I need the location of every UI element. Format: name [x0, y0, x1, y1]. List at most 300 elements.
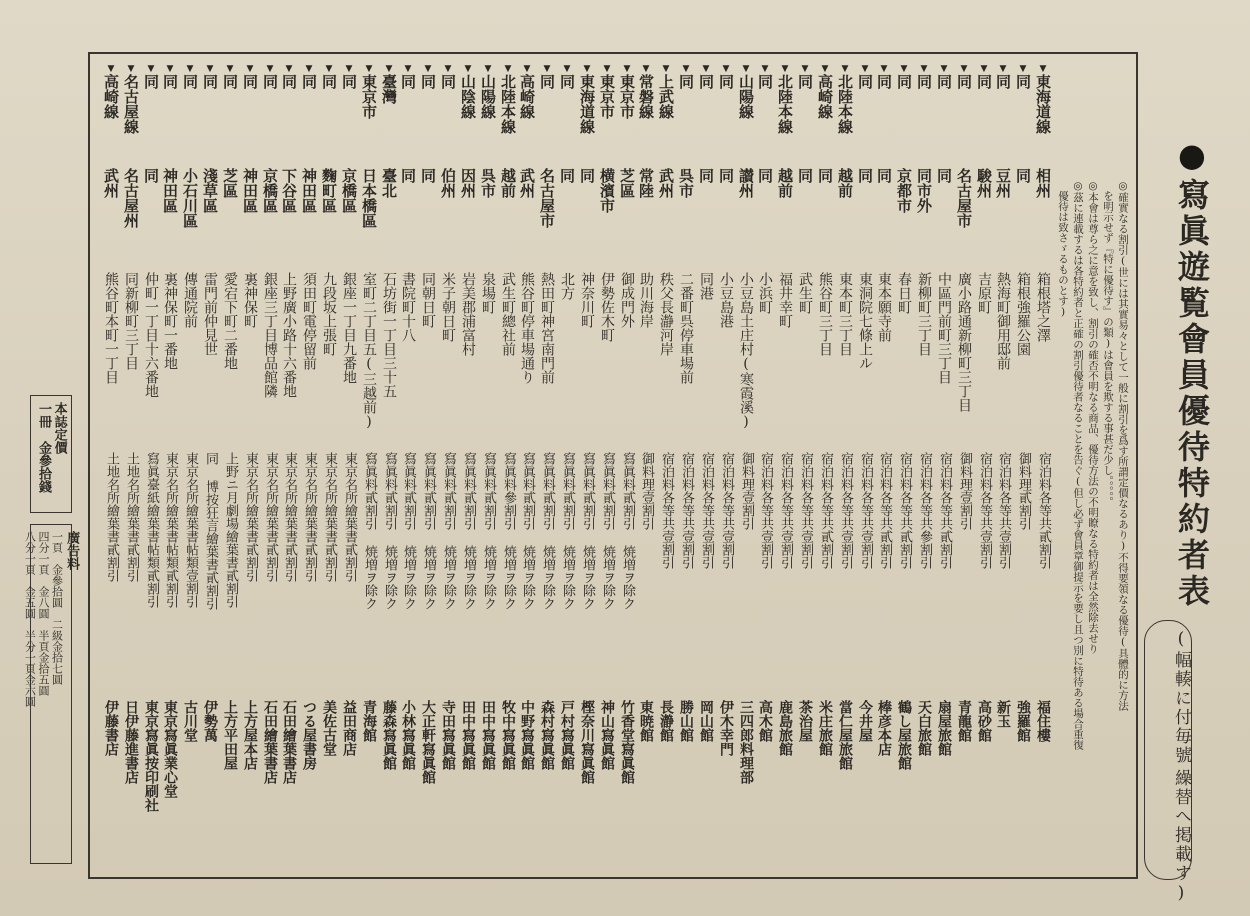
address [592, 272, 614, 448]
prefecture [1028, 168, 1050, 268]
establishment-text: 上方屋本店 [242, 700, 258, 770]
triangle-marker-icon: ▼ [860, 64, 870, 74]
address-text: 裏神保町一番地 [162, 272, 178, 370]
establishment-text: 伊勢萬 [202, 700, 218, 742]
ad-rate-box [23, 524, 80, 864]
rail-line-text: 北陸本線 [836, 74, 854, 134]
establishment-text: 天白旅館 [916, 700, 932, 756]
address-text: 同新柳町三丁目 [123, 272, 139, 370]
establishment-text: 田中寫眞館 [480, 700, 496, 770]
establishment-text: 岡山館 [698, 700, 714, 742]
triangle-marker-icon: ▼ [165, 64, 175, 74]
address-text: 須田町電停留前 [301, 272, 317, 370]
rail-line-text: 同 [280, 74, 298, 89]
discount-text: 宿泊料各等共壹割引 [858, 452, 873, 569]
address-text: 岩美郡浦富村 [460, 272, 476, 356]
triangle-marker-icon: ▼ [463, 64, 473, 74]
rail-line-text: 同 [856, 74, 874, 89]
triangle-marker-icon: ▼ [225, 64, 235, 74]
prefecture-text: 同 [816, 168, 834, 183]
ad-rate-line: 四分一頁 金八圓 半頁金拾五圓 [36, 531, 50, 696]
discount-text: 宿泊料各等共壹割引 [719, 452, 734, 569]
triangle-marker-icon: ▼ [245, 64, 255, 74]
triangle-marker-icon: ▼ [939, 64, 949, 74]
rail-line-text: 同 [142, 74, 160, 89]
rail-line-text: 同 [241, 74, 259, 89]
address-text: 東洞院七條上ル [857, 272, 873, 370]
establishment [294, 700, 316, 870]
prefecture-text: 因州 [459, 168, 477, 198]
establishment-text: 美佐古堂 [321, 700, 337, 756]
price-box [30, 395, 72, 513]
rail-line-text: 同 [439, 74, 457, 89]
prefecture-text: 同 [142, 168, 160, 183]
address-text: 北方 [559, 272, 575, 300]
establishment-text: 樫奈川寫眞館 [579, 700, 595, 784]
address [175, 272, 197, 448]
establishment-text: 石田繪葉書店 [262, 700, 278, 784]
prefecture [572, 168, 594, 268]
discount [532, 452, 554, 688]
establishment [711, 700, 733, 870]
address [612, 272, 634, 448]
establishment [1028, 700, 1050, 870]
prefecture-text: 同 [419, 168, 437, 183]
establishment-text: 伊藤書店 [103, 700, 119, 756]
triangle-marker-icon: ▼ [622, 64, 632, 74]
discount-text: 御料理壹割引 [639, 452, 654, 530]
rail-line-text: 同 [261, 74, 279, 89]
address-text: 銀座三丁目博品館隣 [262, 272, 278, 398]
discount [909, 452, 931, 688]
discount [413, 452, 435, 688]
prefecture-text: 越前 [836, 168, 854, 198]
establishment-text: 青龍館 [956, 700, 972, 742]
prefecture-text: 越前 [776, 168, 794, 198]
establishment-text: 茶治屋 [797, 700, 813, 742]
address-text: 銀座一丁目九番地 [341, 272, 357, 384]
establishment [195, 700, 217, 870]
discount-text: 宿泊料各等共壹割引 [838, 452, 853, 569]
triangle-marker-icon: ▼ [364, 64, 374, 74]
address-text: 中區門前町三丁目 [936, 272, 952, 384]
triangle-marker-icon: ▼ [701, 64, 711, 74]
establishment-text: 青海館 [361, 700, 377, 742]
discount-text: 寫眞料參割引 焼増ヲ除ク [501, 452, 516, 610]
discount-text: 寫眞料貳割引 焼増ヲ除ク [481, 452, 496, 610]
address-text: 熊谷町停車場通り [519, 272, 535, 384]
address-text: 上野廣小路十六番地 [281, 272, 297, 398]
rail-line-text: 常磐線 [637, 74, 655, 119]
prefecture [433, 168, 455, 268]
address-text: 雷門前仲見世 [202, 272, 218, 356]
address [96, 272, 118, 448]
discount [294, 452, 316, 688]
rail-line-text: 同 [697, 74, 715, 89]
establishment-text: 古川堂 [182, 700, 198, 742]
rail-line-text: 高崎線 [518, 74, 536, 119]
prefecture [949, 168, 971, 268]
establishment [433, 700, 455, 870]
rail-line [96, 64, 118, 164]
address-text: 箱根強羅公園 [1015, 272, 1031, 356]
prefecture [711, 168, 733, 268]
address [532, 272, 554, 448]
address-text: 箱根塔之澤 [1035, 272, 1051, 342]
rail-line-text: 同 [955, 74, 973, 89]
establishment-text: 高木館 [757, 700, 773, 742]
discount-text: 寫眞料貳割引 焼増ヲ除ク [580, 452, 595, 610]
address [255, 272, 277, 448]
establishment-text: 扇屋旅館 [936, 700, 952, 756]
address-text: 泉場町 [480, 272, 496, 314]
discount-text: 寫眞料貳割引 焼増ヲ除ク [560, 452, 575, 610]
rail-line-text: 東海道線 [1034, 74, 1052, 134]
address [354, 272, 376, 448]
establishment-text: 三四郎料理部 [738, 700, 754, 784]
rail-line-text: 東京市 [598, 74, 616, 119]
bullet-icon: ● [1173, 136, 1211, 178]
triangle-marker-icon: ▼ [304, 64, 314, 74]
address [1028, 272, 1050, 448]
prefecture-text: 麴町區 [320, 168, 338, 213]
address-text: 九段坂上張町 [321, 272, 337, 356]
discount [810, 452, 832, 688]
triangle-marker-icon: ▼ [185, 64, 195, 74]
rail-line-text: 同 [340, 74, 358, 89]
page-subtitle [1144, 620, 1192, 905]
address [731, 272, 753, 448]
address-text: 熱田町神宮南門前 [539, 272, 555, 384]
establishment-text: 東暁館 [638, 700, 654, 742]
address [433, 272, 455, 448]
discount-text: 宿泊料各等共貳割引 [818, 452, 833, 569]
address-text: 春日町 [896, 272, 912, 314]
address [215, 272, 237, 448]
establishment [671, 700, 693, 870]
discount [691, 452, 713, 688]
establishment [830, 700, 852, 870]
address-text: 武生町總社前 [500, 272, 516, 356]
address [235, 272, 257, 448]
discount [889, 452, 911, 688]
rail-line-text: 山陽線 [479, 74, 497, 119]
discount [116, 452, 138, 688]
prefecture [731, 168, 753, 268]
discount [770, 452, 792, 688]
rail-line-text: 同 [1014, 74, 1032, 89]
subtitle-line: 繰替へ掲載す) [1171, 769, 1191, 905]
establishment [354, 700, 376, 870]
triangle-marker-icon: ▼ [840, 64, 850, 74]
discount [1028, 452, 1050, 688]
establishment [612, 700, 634, 870]
address-text: 東本町三丁目 [837, 272, 853, 356]
address [830, 272, 852, 448]
address [1008, 272, 1030, 448]
address-text: 助川海岸 [638, 272, 654, 328]
triangle-marker-icon: ▼ [503, 64, 513, 74]
discount-text: 寫眞料貳割引 焼増ヲ除ク [441, 452, 456, 610]
prefecture-text: 同 [697, 168, 715, 183]
prefecture-text: 名古屋州 [122, 168, 140, 228]
discount [374, 452, 396, 688]
establishment [334, 700, 356, 870]
discount-text: 宿泊料各等共參割引 [917, 452, 932, 569]
prefecture [810, 168, 832, 268]
triangle-marker-icon: ▼ [284, 64, 294, 74]
discount-text: 上野ニ月劇場繪葉書貳割引 [223, 452, 238, 608]
rail-line-text: 同 [558, 74, 576, 89]
address-text: 愛宕下町二番地 [222, 272, 238, 370]
prefecture [592, 168, 614, 268]
address [453, 272, 475, 448]
prefecture-text: 神田區 [300, 168, 318, 213]
prefecture [869, 168, 891, 268]
discount [711, 452, 733, 688]
triangle-marker-icon: ▼ [979, 64, 989, 74]
discount [790, 452, 812, 688]
rail-line-text: 東京市 [360, 74, 378, 119]
establishment-text: 伊木幸門 [718, 700, 734, 756]
establishment-text: 日伊藤進書店 [123, 700, 139, 784]
establishment [314, 700, 336, 870]
address-text: 神奈川町 [579, 272, 595, 328]
page-title: ●寫眞遊覧會員優待特約者表 [1173, 136, 1211, 610]
discount [453, 452, 475, 688]
rail-line-text: 同 [181, 74, 199, 89]
address-text: 同港 [698, 272, 714, 300]
rail-line-text: 同 [915, 74, 933, 89]
discount [136, 452, 158, 688]
prefecture [413, 168, 435, 268]
discount [354, 452, 376, 688]
triangle-marker-icon: ▼ [1038, 64, 1048, 74]
discount-text: 宿泊料各等共壹割引 [798, 452, 813, 569]
establishment-text: 中野寫眞館 [519, 700, 535, 770]
discount-text: 寫眞料貳割引 焼増ヲ除ク [600, 452, 615, 610]
rail-line-text: 同 [300, 74, 318, 89]
discount [552, 452, 574, 688]
rail-line-text: 同 [796, 74, 814, 89]
prefecture-text: 京都市 [895, 168, 913, 213]
rail-line-text: 同 [994, 74, 1012, 89]
establishment-text: 石田繪葉書店 [281, 700, 297, 784]
ad-rate-label: 廣告料 [64, 531, 80, 570]
triangle-marker-icon: ▼ [760, 64, 770, 74]
discount [314, 452, 336, 688]
establishment-text: 東京寫眞按印刷社 [143, 700, 159, 812]
establishment-text: 勝山館 [678, 700, 694, 742]
discount-text: 宿泊料各等共壹割引 [996, 452, 1011, 569]
prefecture-text: 伯州 [439, 168, 457, 198]
address [770, 272, 792, 448]
establishment [175, 700, 197, 870]
ad-rate-line: 一頁 金參拾圓 二級金拾七圓 [50, 531, 64, 685]
prefecture [155, 168, 177, 268]
ad-rate-line: 八分一頁 金五圓 半分一頁金六圓 [23, 531, 37, 707]
discount-text: 寫眞料貳割引 焼増ヲ除ク [382, 452, 397, 610]
triangle-marker-icon: ▼ [741, 64, 751, 74]
discount [1008, 452, 1030, 688]
prefecture-text: 呉市 [479, 168, 497, 198]
prefecture-text: 同 [935, 168, 953, 183]
triangle-marker-icon: ▼ [681, 64, 691, 74]
establishment [929, 700, 951, 870]
triangle-marker-icon: ▼ [959, 64, 969, 74]
triangle-marker-icon: ▼ [403, 64, 413, 74]
discount-text: 宿泊料各等共貳割引 [877, 452, 892, 569]
prefecture-text: 武州 [657, 168, 675, 198]
triangle-marker-icon: ▼ [483, 64, 493, 74]
address-text: 同朝日町 [420, 272, 436, 328]
address-text: 米子朝日町 [440, 272, 456, 342]
discount-text: 寫眞料貳割引 焼増ヲ除ク [620, 452, 635, 610]
discount-text: 宿泊料各等共貳割引 [1036, 452, 1051, 569]
establishment [770, 700, 792, 870]
prefecture-text: 武州 [102, 168, 120, 198]
establishment-text: 福住樓 [1035, 700, 1051, 742]
rail-line-text: 同 [717, 74, 735, 89]
establishment-text: 益田商店 [341, 700, 357, 756]
establishment-text: 當仁屋旅館 [837, 700, 853, 770]
triangle-marker-icon: ▼ [721, 64, 731, 74]
prefecture-text: 讃州 [737, 168, 755, 198]
discount [671, 452, 693, 688]
prefecture-text: 臺北 [380, 168, 398, 198]
triangle-marker-icon: ▼ [522, 64, 532, 74]
prefecture-text: 同 [1014, 168, 1032, 183]
discount-text: 同 博按狂言繪葉書貳割引 [203, 452, 218, 610]
rail-line-text: 同 [875, 74, 893, 89]
subtitle-line: (幅輳に付毎號 [1171, 629, 1191, 765]
address [374, 272, 396, 448]
establishment [552, 700, 574, 870]
establishment-text: 鹿島旅館 [777, 700, 793, 756]
prefecture-text: 同 [875, 168, 893, 183]
prefecture-text: 同 [399, 168, 417, 183]
establishment [969, 700, 991, 870]
prefecture-text: 京橋區 [261, 168, 279, 213]
address [711, 272, 733, 448]
rail-line-text: 山陽線 [737, 74, 755, 119]
discount [969, 452, 991, 688]
rail-line-text: 高崎線 [102, 74, 120, 119]
discount-text: 土地名所繪葉書貳割引 [104, 452, 119, 582]
establishment [572, 700, 594, 870]
rail-line-text: 同 [975, 74, 993, 89]
discount [195, 452, 217, 688]
rail-line-text: 同 [677, 74, 695, 89]
discount-text: 宿泊料各等共壹割引 [758, 452, 773, 569]
triangle-marker-icon: ▼ [899, 64, 909, 74]
triangle-marker-icon: ▼ [780, 64, 790, 74]
discount-text: 御料理壹割引 [739, 452, 754, 530]
discount [175, 452, 197, 688]
discount [433, 452, 455, 688]
rail-line-text: 北陸本線 [776, 74, 794, 134]
prefecture-text: 同 [756, 168, 774, 183]
rail-line-text: 同 [161, 74, 179, 89]
address-text: 傳通院前 [182, 272, 198, 328]
establishment-text: 竹香堂寫眞館 [619, 700, 635, 784]
triangle-marker-icon: ▼ [602, 64, 612, 74]
prefecture-text: 小石川區 [181, 168, 199, 228]
discount-text: 東京名所繪葉書貳割引 [302, 452, 317, 582]
establishment [651, 700, 673, 870]
address [790, 272, 812, 448]
discount-text: 宿泊料各等共貳割引 [897, 452, 912, 569]
rail-line-text: 臺灣 [380, 74, 398, 104]
establishment-text: 神山寫眞館 [599, 700, 615, 770]
prefecture-text: 常陸 [637, 168, 655, 198]
rail-line-text: 同 [399, 74, 417, 89]
establishment-text: 強羅館 [1015, 700, 1031, 742]
discount-text: 寫眞料貳割引 焼増ヲ除ク [421, 452, 436, 610]
discount-text: 宿泊料各等共壹割引 [679, 452, 694, 569]
rail-line-text: 同 [895, 74, 913, 89]
note-line: ◎確實なる割引(世には其實易々として一般に割引を爲す所謂定價なるあり)不得要領なる優待(具體的に方法 [1117, 180, 1129, 711]
establishment-text: 今井屋 [857, 700, 873, 742]
discount [651, 452, 673, 688]
triangle-marker-icon: ▼ [820, 64, 830, 74]
discount-text: 土地名所繪葉書貳割引 [124, 452, 139, 582]
prefecture-text: 同 [796, 168, 814, 183]
discount [493, 452, 515, 688]
address-text: 仲町一丁目十六番地 [143, 272, 159, 398]
triangle-marker-icon: ▼ [542, 64, 552, 74]
discount-text: 東京名所繪葉書貳割引 [342, 452, 357, 582]
prefecture-text: 芝區 [618, 168, 636, 198]
address-text: 熊谷町三丁目 [817, 272, 833, 356]
triangle-marker-icon: ▼ [1018, 64, 1028, 74]
establishment-text: 新玉 [995, 700, 1011, 728]
address [552, 272, 574, 448]
discount [334, 452, 356, 688]
establishment-text: 上方平田屋 [222, 700, 238, 770]
discount [612, 452, 634, 688]
discount-text: 御料理貳割引 [1016, 452, 1031, 530]
discount-text: 宿泊料各等共壹割引 [977, 452, 992, 569]
establishment-text: 田中寫眞館 [460, 700, 476, 770]
prefecture-text: 神田區 [241, 168, 259, 213]
address [473, 272, 495, 448]
prefecture-text: 呉市 [677, 168, 695, 198]
discount-text: 寫眞料貳割引 焼増ヲ除ク [520, 452, 535, 610]
triangle-marker-icon: ▼ [800, 64, 810, 74]
discount-text: 宿泊料各等共壹割引 [659, 452, 674, 569]
prefecture-text: 芝區 [221, 168, 239, 198]
discount [96, 452, 118, 688]
rail-line-text: 北陸本線 [499, 74, 517, 134]
discount-text: 東京名所繪葉書帖類貳割引 [163, 452, 178, 608]
address-text: 廣小路通新柳町三丁目 [956, 272, 972, 412]
rail-line-text: 東海道線 [578, 74, 596, 134]
prefecture-text: 日本橋區 [360, 168, 378, 228]
address [889, 272, 911, 448]
address-text: 吉原町 [976, 272, 992, 314]
discount [473, 452, 495, 688]
address [671, 272, 693, 448]
address-text: 熊谷町本町一丁目 [103, 272, 119, 384]
discount-text: 宿泊料各等共貳割引 [937, 452, 952, 569]
establishment [235, 700, 257, 870]
establishment-text: 大正軒寫眞館 [420, 700, 436, 784]
prefecture-text: 名古屋市 [955, 168, 973, 228]
triangle-marker-icon: ▼ [582, 64, 592, 74]
rail-line-text: 同 [221, 74, 239, 89]
address [929, 272, 951, 448]
